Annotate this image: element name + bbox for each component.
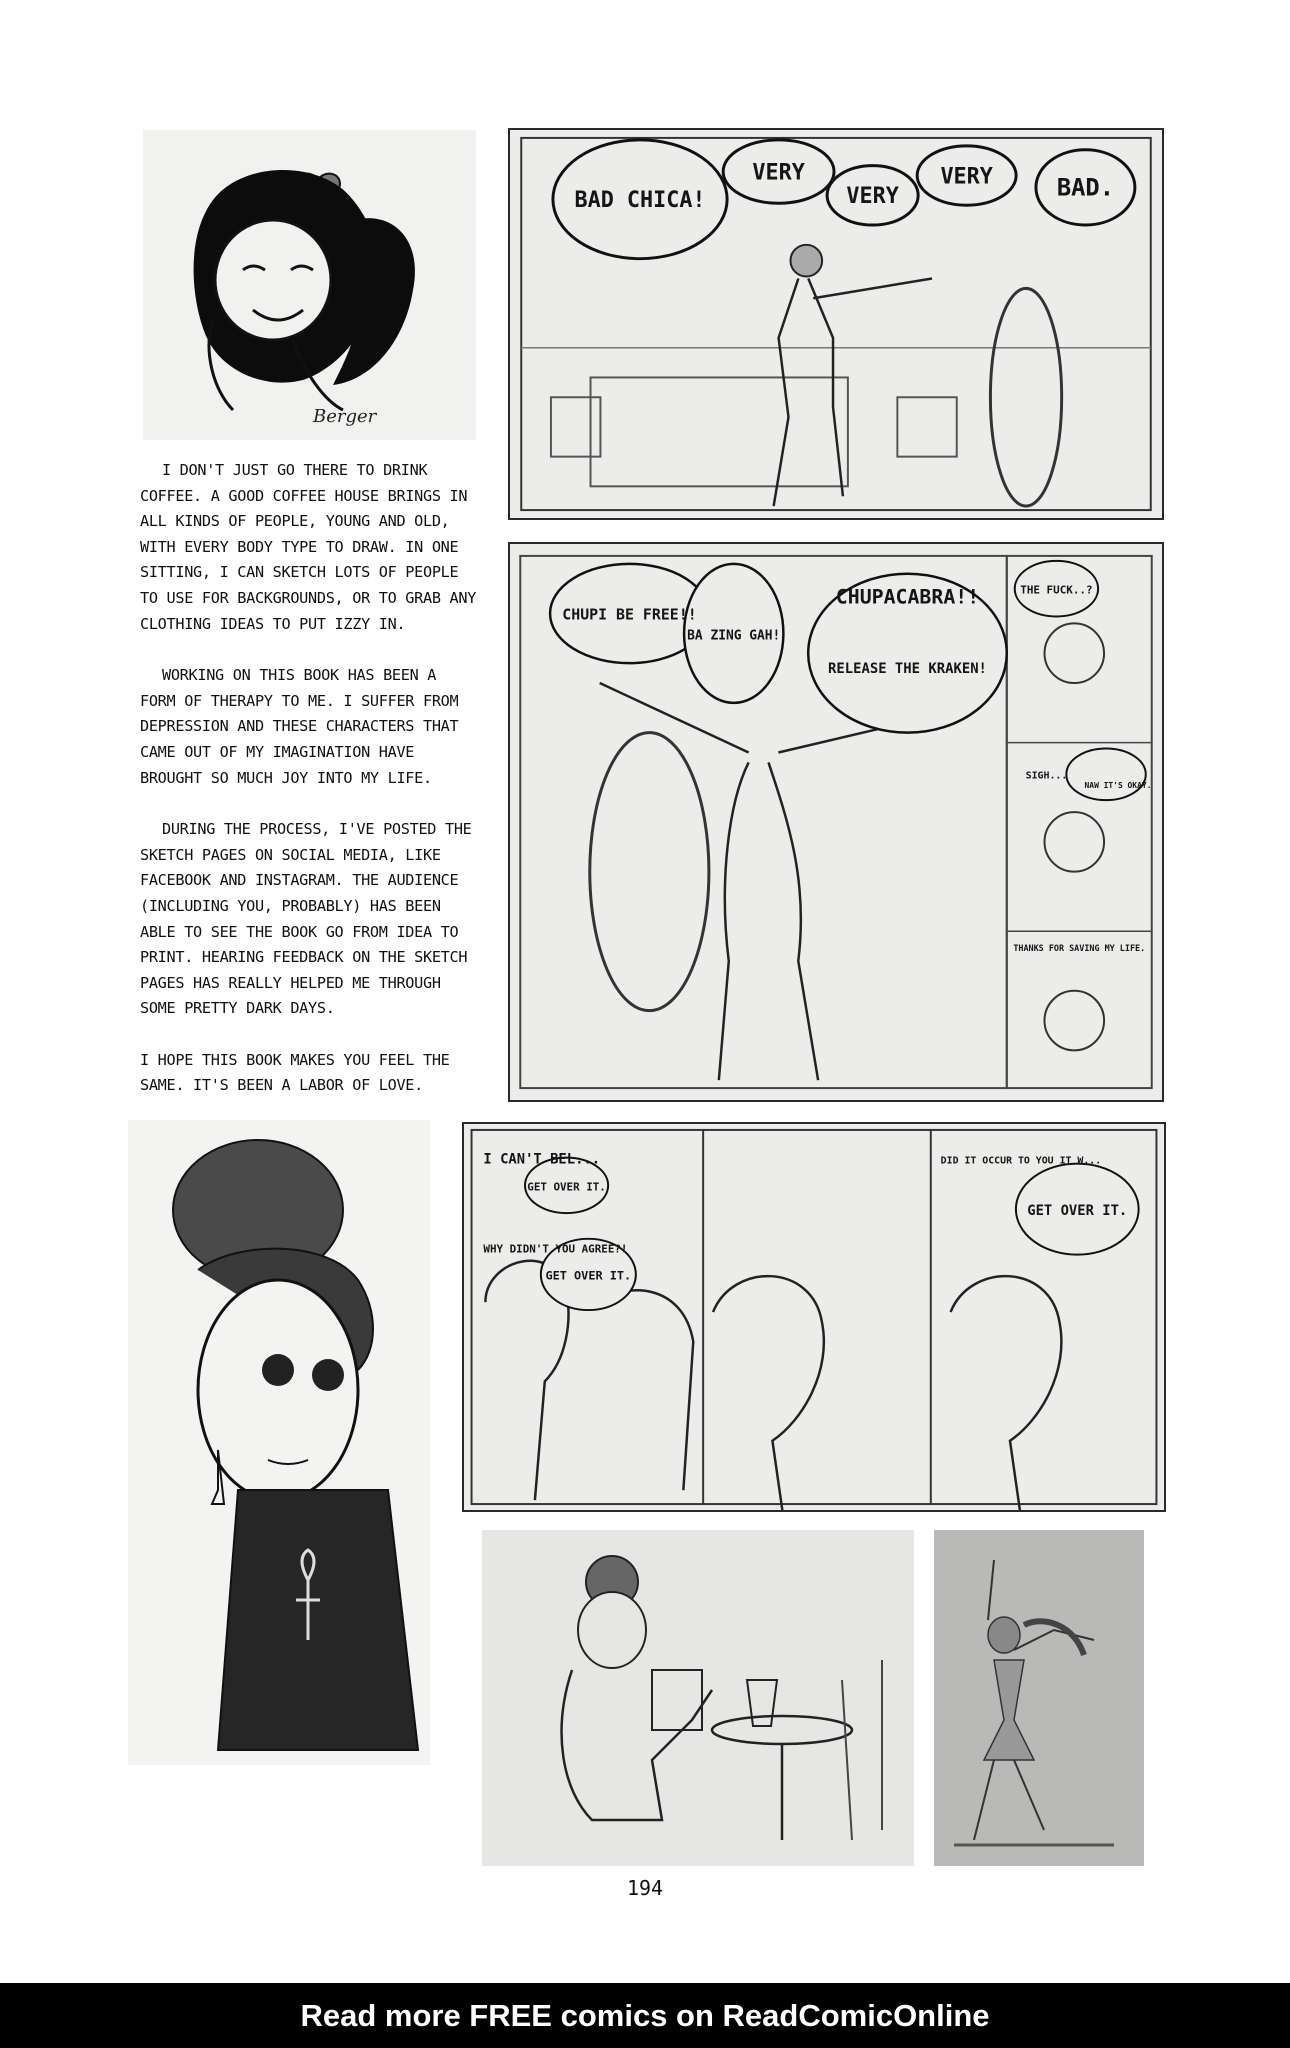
essay-paragraph: WORKING ON THIS BOOK HAS BEEN A FORM OF THERAPY TO ME. I SUFFER FROM DEPRESSION AND THESE CHARACTERS THAT CAME OUT OF MY IMAGINATION HAVE BROUGHT SO MUCH JOY INTO MY LIFE. xyxy=(140,666,459,787)
dancer-sketch xyxy=(934,1530,1144,1866)
bubble-get-over-it: GET OVER IT. xyxy=(527,1180,606,1194)
bubble-why-agree: WHY DIDN'T YOU AGREE?! xyxy=(483,1242,628,1256)
essay-paragraph: DURING THE PROCESS, I'VE POSTED THE SKETCH PAGES ON SOCIAL MEDIA, LIKE FACEBOOK AND INSTAGRAM. THE AUDIENCE (INCLUDING YOU, PROBABLY) HAS BEEN ABLE TO SEE THE BOOK GO FROM IDEA TO PRINT. HEARING FEEDBACK ON THE SKETCH PAGES HAS REALLY HELPED ME THROUGH SOME PRETTY DARK DAYS. xyxy=(140,820,472,1018)
bubble-chupacabra: CHUPACABRA!! xyxy=(835,585,980,609)
essay-paragraph: I DON'T JUST GO THERE TO DRINK COFFEE. A GOOD COFFEE HOUSE BRINGS IN ALL KINDS OF PEOPLE, YOUNG AND OLD, WITH EVERY BODY TYPE TO DRAW. IN ONE SITTING, I CAN SKETCH LOTS OF PEOPLE TO USE FOR BACKGROUNDS, OR TO GRAB ANY CLOTHING IDEAS TO PUT IZZY IN. xyxy=(140,461,477,633)
essay-text xyxy=(140,458,480,1125)
panel-chupi xyxy=(508,542,1164,1102)
portrait-sketch xyxy=(143,130,476,440)
bubble-ba-zing-gah: BA ZING GAH! xyxy=(687,628,781,644)
panel-get-over-it xyxy=(462,1122,1166,1512)
bubble-the-fuck: THE FUCK..? xyxy=(1020,583,1093,597)
bubble-very: VERY xyxy=(752,160,805,186)
bubble-very: VERY xyxy=(846,184,899,210)
bubble-sigh: SIGH... xyxy=(1025,770,1068,782)
bubble-very: VERY xyxy=(940,164,993,190)
page-number: 194 xyxy=(626,1876,664,1900)
bun-woman-sketch xyxy=(128,1120,430,1765)
bubble-release-kraken: RELEASE THE KRAKEN! xyxy=(828,661,987,678)
bubble-get-over-it: GET OVER IT. xyxy=(545,1268,632,1283)
bubble-chupi: CHUPI BE FREE!! xyxy=(562,605,697,624)
bubble-thanks: THANKS FOR SAVING MY LIFE. xyxy=(1013,943,1146,954)
coffee-shop-sketch xyxy=(482,1530,914,1866)
promo-banner-link[interactable]: Read more FREE comics on ReadComicOnline xyxy=(0,1983,1290,2048)
bubble-naw-its-okay: NAW IT'S OKAY. xyxy=(1084,781,1152,791)
bubble-bad-chica: BAD CHICA! xyxy=(574,188,706,214)
bubble-did-it-occur: DID IT OCCUR TO YOU IT W... xyxy=(940,1155,1102,1167)
bubble-bad: BAD. xyxy=(1056,173,1115,202)
bubble-i-cant: I CAN'T BEL... xyxy=(483,1151,601,1168)
essay-paragraph: I HOPE THIS BOOK MAKES YOU FEEL THE SAME. IT'S BEEN A LABOR OF LOVE. xyxy=(140,1050,450,1095)
signature: Berger xyxy=(313,406,377,427)
bubble-get-over-it: GET OVER IT. xyxy=(1027,1203,1128,1220)
panel-bedroom xyxy=(508,128,1164,520)
